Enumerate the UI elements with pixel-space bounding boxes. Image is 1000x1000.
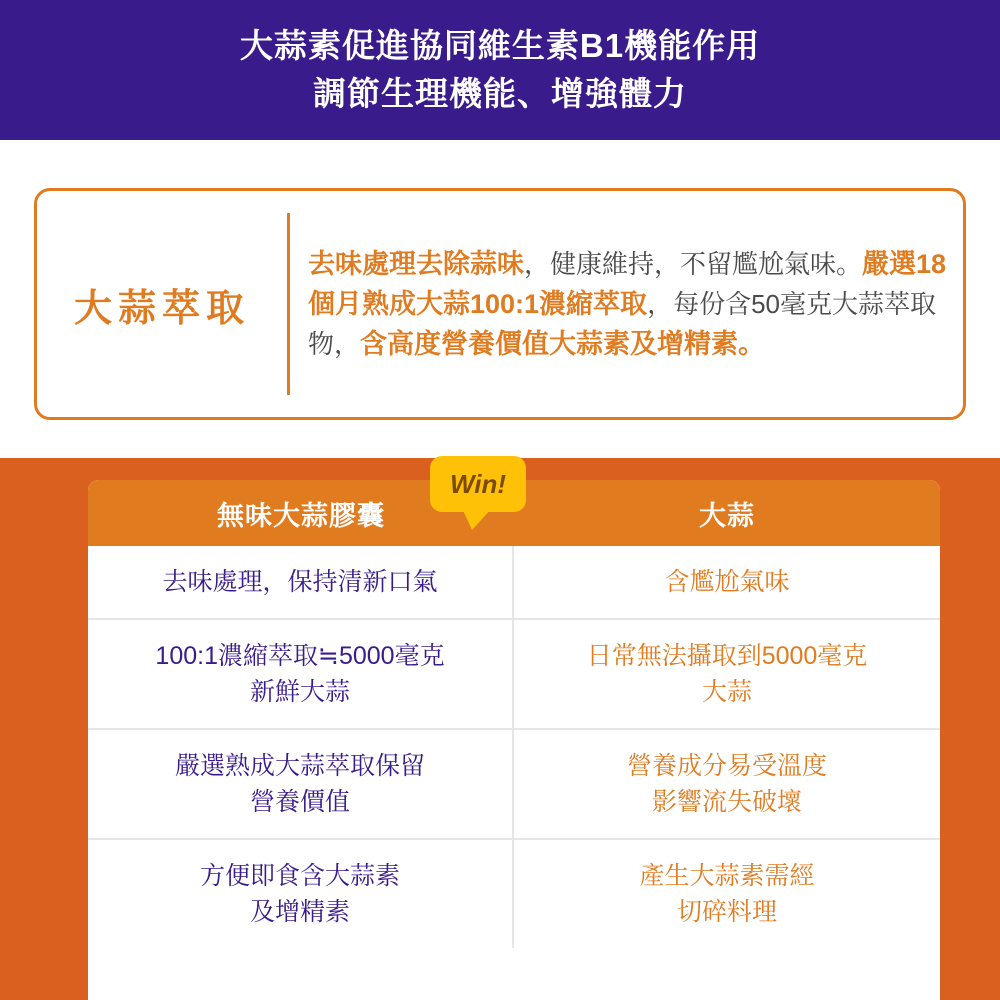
table-cell-line: 大蒜 [701,678,752,706]
extract-text-segment-4: 含高度營養價值大蒜素及增精素。 [360,329,766,359]
header-line-2: 調節生理機能、增強體力 [313,75,687,112]
table-cell-line: 方便即食含大蒜素 [199,862,400,890]
table-cell-line: 嚴選熟成大蒜萃取保留 [174,752,425,780]
table-cell-line: 去味處理，保持清新口氣 [162,568,438,596]
extract-text-segment-0: 去味處理去除蒜味 [308,249,524,279]
table-cell-left [88,620,514,728]
table-cell-left [88,546,514,618]
table-cell-left [88,730,514,838]
table-row [88,620,940,730]
table-cell-right [514,840,940,948]
table-cell-right [514,546,940,618]
extract-title: 大蒜萃取 [73,287,250,330]
table-cell-line: 營養成分易受溫度 [626,752,827,780]
table-cell-line: 100:1濃縮萃取≒5000毫克 [155,642,445,670]
table-cell-left [88,840,514,948]
table-cell-line: 及增精素 [249,898,350,926]
win-badge-label: Win! [449,468,507,499]
win-badge-tail-icon [462,508,492,530]
table-row [88,840,940,948]
extract-text-segment-1: ，健康維持，不留尷尬氣味。 [524,249,863,279]
table-row [88,730,940,840]
header-line-1: 大蒜素促進協同維生素B1機能作用 [239,27,761,64]
table-cell-right [514,730,940,838]
table-cell-right [514,620,940,728]
table-cell-line: 含尷尬氣味 [664,568,790,596]
comparison-table [88,480,940,1000]
extract-description [290,244,963,364]
comparison-rows [88,546,940,948]
table-cell-line: 產生大蒜素需經 [639,862,815,890]
table-cell-line: 切碎料理 [676,898,777,926]
comparison-header-left: 無味大蒜膠囊 [217,500,385,531]
table-cell-line: 新鮮大蒜 [249,678,350,706]
extract-text-segment-3: ，每份含50毫克大蒜萃取物， [308,289,936,359]
table-cell-line: 營養價值 [249,788,350,816]
extract-section [0,140,1000,458]
extract-text-segment-2: 嚴選18個月熟成大蒜100:1濃縮萃取 [308,249,947,319]
table-cell-line: 日常無法攝取到5000毫克 [586,642,868,670]
table-cell-line: 影響流失破壞 [651,788,802,816]
comparison-section [0,458,1000,1000]
comparison-header-right: 大蒜 [699,500,755,531]
extract-card [34,188,966,420]
table-row [88,546,940,620]
win-badge [430,456,526,512]
header-banner [0,0,1000,140]
